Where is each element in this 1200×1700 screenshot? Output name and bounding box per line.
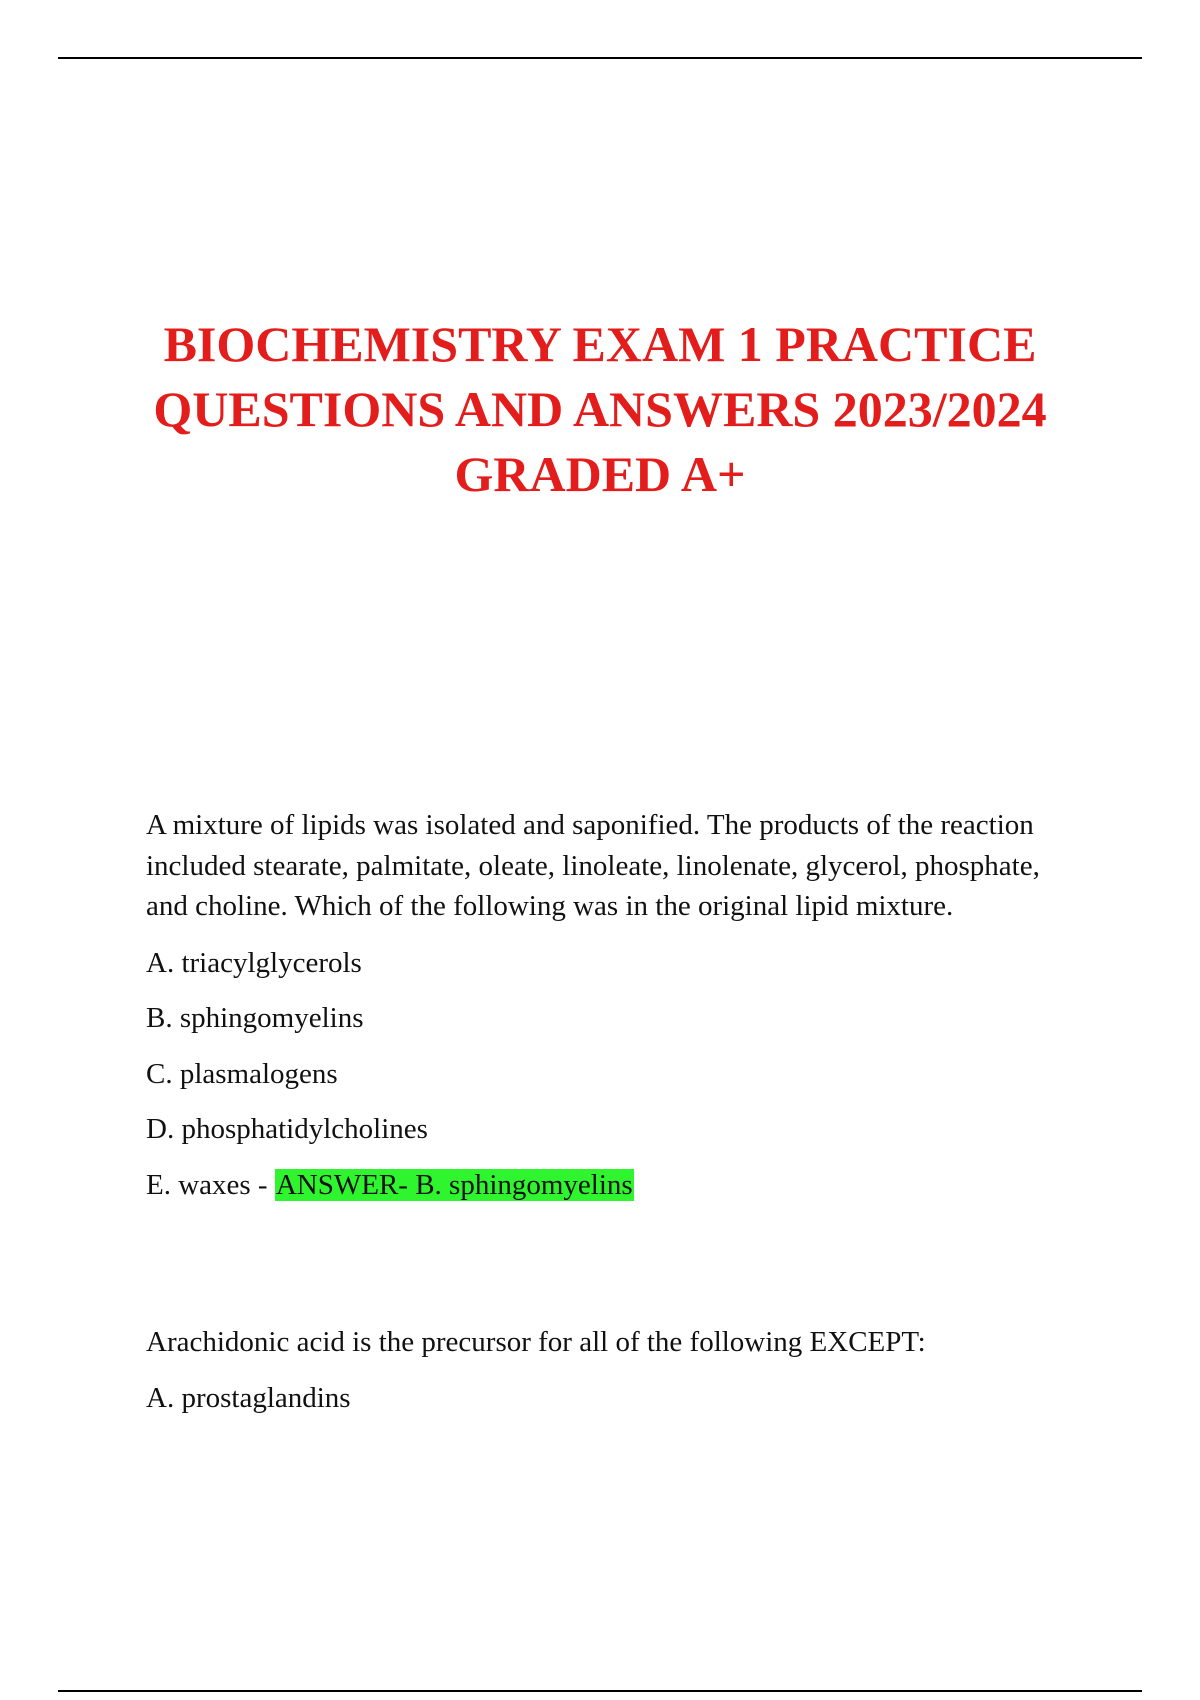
question-1 xyxy=(146,805,1046,1205)
question-1-option-e: E. waxes - xyxy=(146,1168,275,1201)
top-rule xyxy=(58,57,1142,59)
question-1-option-d: D. phosphatidylcholines xyxy=(146,1113,428,1145)
question-1-answer-highlight: ANSWER- B. sphingomyelins xyxy=(275,1168,633,1201)
title-line-3: GRADED A+ xyxy=(454,446,746,502)
question-1-option-c: C. plasmalogens xyxy=(146,1057,338,1090)
question-2-option-a: A. prostaglandins xyxy=(146,1381,351,1414)
title-line-1: BIOCHEMISTRY EXAM 1 PRACTICE xyxy=(163,316,1037,372)
title-line-2: QUESTIONS AND ANSWERS 2023/2024 xyxy=(153,381,1047,437)
question-1-text: A mixture of lipids was isolated and saponified. The products of the reaction included stearate, palmitate, oleate, linoleate, linolenate, glycerol, phosphate, and choline. Which of the following was in the original lipid mixture. xyxy=(146,809,1040,922)
question-1-option-e-row xyxy=(146,1165,1046,1206)
question-2 xyxy=(146,1322,1046,1418)
document-title xyxy=(100,312,1100,507)
question-1-option-a: A. triacylglycerols xyxy=(146,946,362,979)
bottom-rule xyxy=(58,1690,1142,1692)
question-1-option-b: B. sphingomyelins xyxy=(146,1002,364,1034)
question-2-text: Arachidonic acid is the precursor for all of the following EXCEPT: xyxy=(146,1326,926,1358)
